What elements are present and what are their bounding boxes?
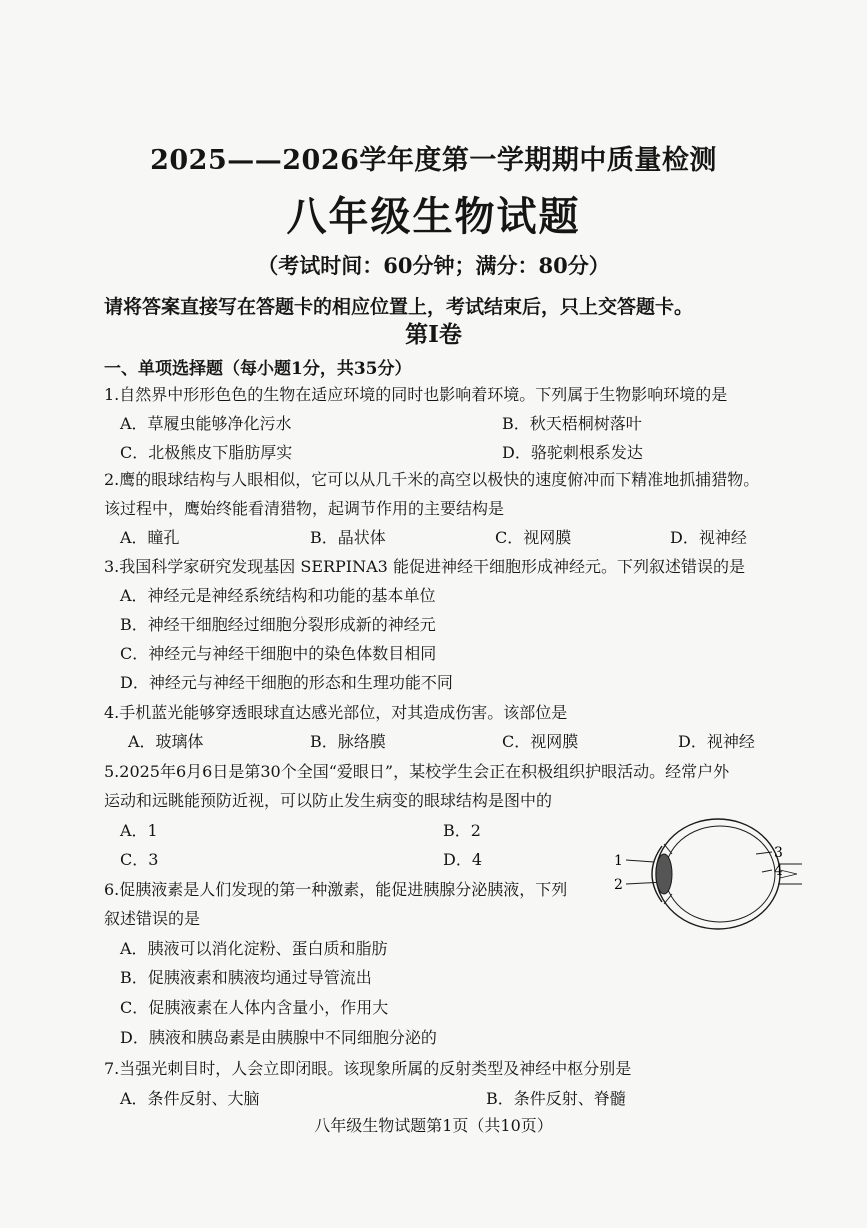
question-2-option-a: A．瞳孔 [120, 528, 180, 547]
question-1-stem: 1.自然界中形形色色的生物在适应环境的同时也影响着环境。下列属于生物影响环境的是 [104, 385, 728, 404]
question-5-option-a: A．1 [120, 821, 158, 840]
exam-info: （考试时间：60分钟；满分：80分） [257, 253, 610, 278]
question-7-option-b: B．条件反射、脊髓 [486, 1089, 626, 1108]
figure-label-1: 1 [614, 853, 623, 869]
question-2-option-b: B．晶状体 [310, 528, 386, 547]
question-5-option-d: D．4 [443, 850, 483, 869]
question-3-stem: 3.我国科学家研究发现基因 SERPINA3 能促进神经干细胞形成神经元。下列叙述错误的是 [104, 557, 745, 576]
question-4-option-a: A．玻璃体 [128, 732, 204, 751]
subject-title: 八年级生物试题 [286, 193, 581, 240]
question-7-stem: 7.当强光刺目时，人会立即闭眼。该现象所属的反射类型及神经中枢分别是 [104, 1059, 632, 1078]
question-3-option-d: D．神经元与神经干细胞的形态和生理功能不同 [120, 673, 453, 692]
question-1-option-a: A．草履虫能够净化污水 [120, 414, 292, 433]
section-title: 一、单项选择题（每小题1分，共35分） [104, 359, 412, 379]
question-3-option-b: B．神经干细胞经过细胞分裂形成新的神经元 [120, 615, 436, 634]
question-4-stem: 4.手机蓝光能够穿透眼球直达感光部位，对其造成伤害。该部位是 [104, 703, 568, 722]
volume-title: 第Ⅰ卷 [405, 321, 462, 348]
exam-title: 2025——2026学年度第一学期期中质量检测 [150, 145, 717, 176]
question-4-option-b: B．脉络膜 [310, 732, 386, 751]
question-5-stem-line-2: 运动和远眺能预防近视，可以防止发生病变的眼球结构是图中的 [104, 791, 553, 810]
question-6-stem-line-2: 叙述错误的是 [104, 909, 201, 928]
pointer-line-4 [762, 870, 772, 872]
question-5-stem-line-1: 5.2025年6月6日是第30个全国“爱眼日”，某校学生会正在积极组织护眼活动。经常户外 [104, 762, 730, 781]
question-3-option-a: A．神经元是神经系统结构和功能的基本单位 [120, 586, 436, 605]
question-1-option-b: B．秋天梧桐树落叶 [502, 414, 642, 433]
instructions: 请将答案直接写在答题卡的相应位置上，考试结束后，只上交答题卡。 [104, 296, 694, 318]
question-6-option-a: A．胰液可以消化淀粉、蛋白质和脂肪 [120, 939, 388, 958]
question-6-stem-line-1: 6.促胰液素是人们发现的第一种激素，能促进胰腺分泌胰液，下列 [104, 880, 568, 899]
question-5-option-b: B．2 [443, 821, 481, 840]
question-6-option-c: C．促胰液素在人体内含量小，作用大 [120, 998, 389, 1017]
eyeball-inner-wall [665, 826, 775, 922]
figure-label-2: 2 [614, 877, 623, 893]
question-4-option-d: D．视神经 [678, 732, 755, 751]
question-2-option-c: C．视网膜 [495, 528, 572, 547]
question-3-option-c: C．神经元与神经干细胞中的染色体数目相同 [120, 644, 437, 663]
question-5-option-c: C．3 [120, 850, 159, 869]
lens-shape [656, 854, 672, 894]
eyeball-diagram [612, 814, 812, 934]
question-1-option-c: C．北极熊皮下脂肪厚实 [120, 443, 293, 462]
pointer-line-1 [626, 860, 654, 862]
page-footer: 八年级生物试题第1页（共10页） [314, 1116, 553, 1135]
question-7-option-a: A．条件反射、大脑 [120, 1089, 260, 1108]
question-6-option-d: D．胰液和胰岛素是由胰腺中不同细胞分泌的 [120, 1028, 437, 1047]
question-1-option-d: D．骆驼刺根系发达 [502, 443, 643, 462]
question-2-option-d: D．视神经 [670, 528, 747, 547]
question-2-stem-line-1: 2.鹰的眼球结构与人眼相似，它可以从几千米的高空以极快的速度俯冲而下精准地抓捕猎物。 [104, 470, 760, 489]
question-4-option-c: C．视网膜 [502, 732, 579, 751]
eyeball-outer-wall [656, 819, 780, 929]
question-6-option-b: B．促胰液素和胰液均通过导管流出 [120, 968, 372, 987]
question-2-stem-line-2: 该过程中，鹰始终能看清猎物，起调节作用的主要结构是 [104, 499, 505, 518]
figure-label-4: 4 [774, 863, 783, 879]
figure-label-3: 3 [774, 845, 783, 861]
